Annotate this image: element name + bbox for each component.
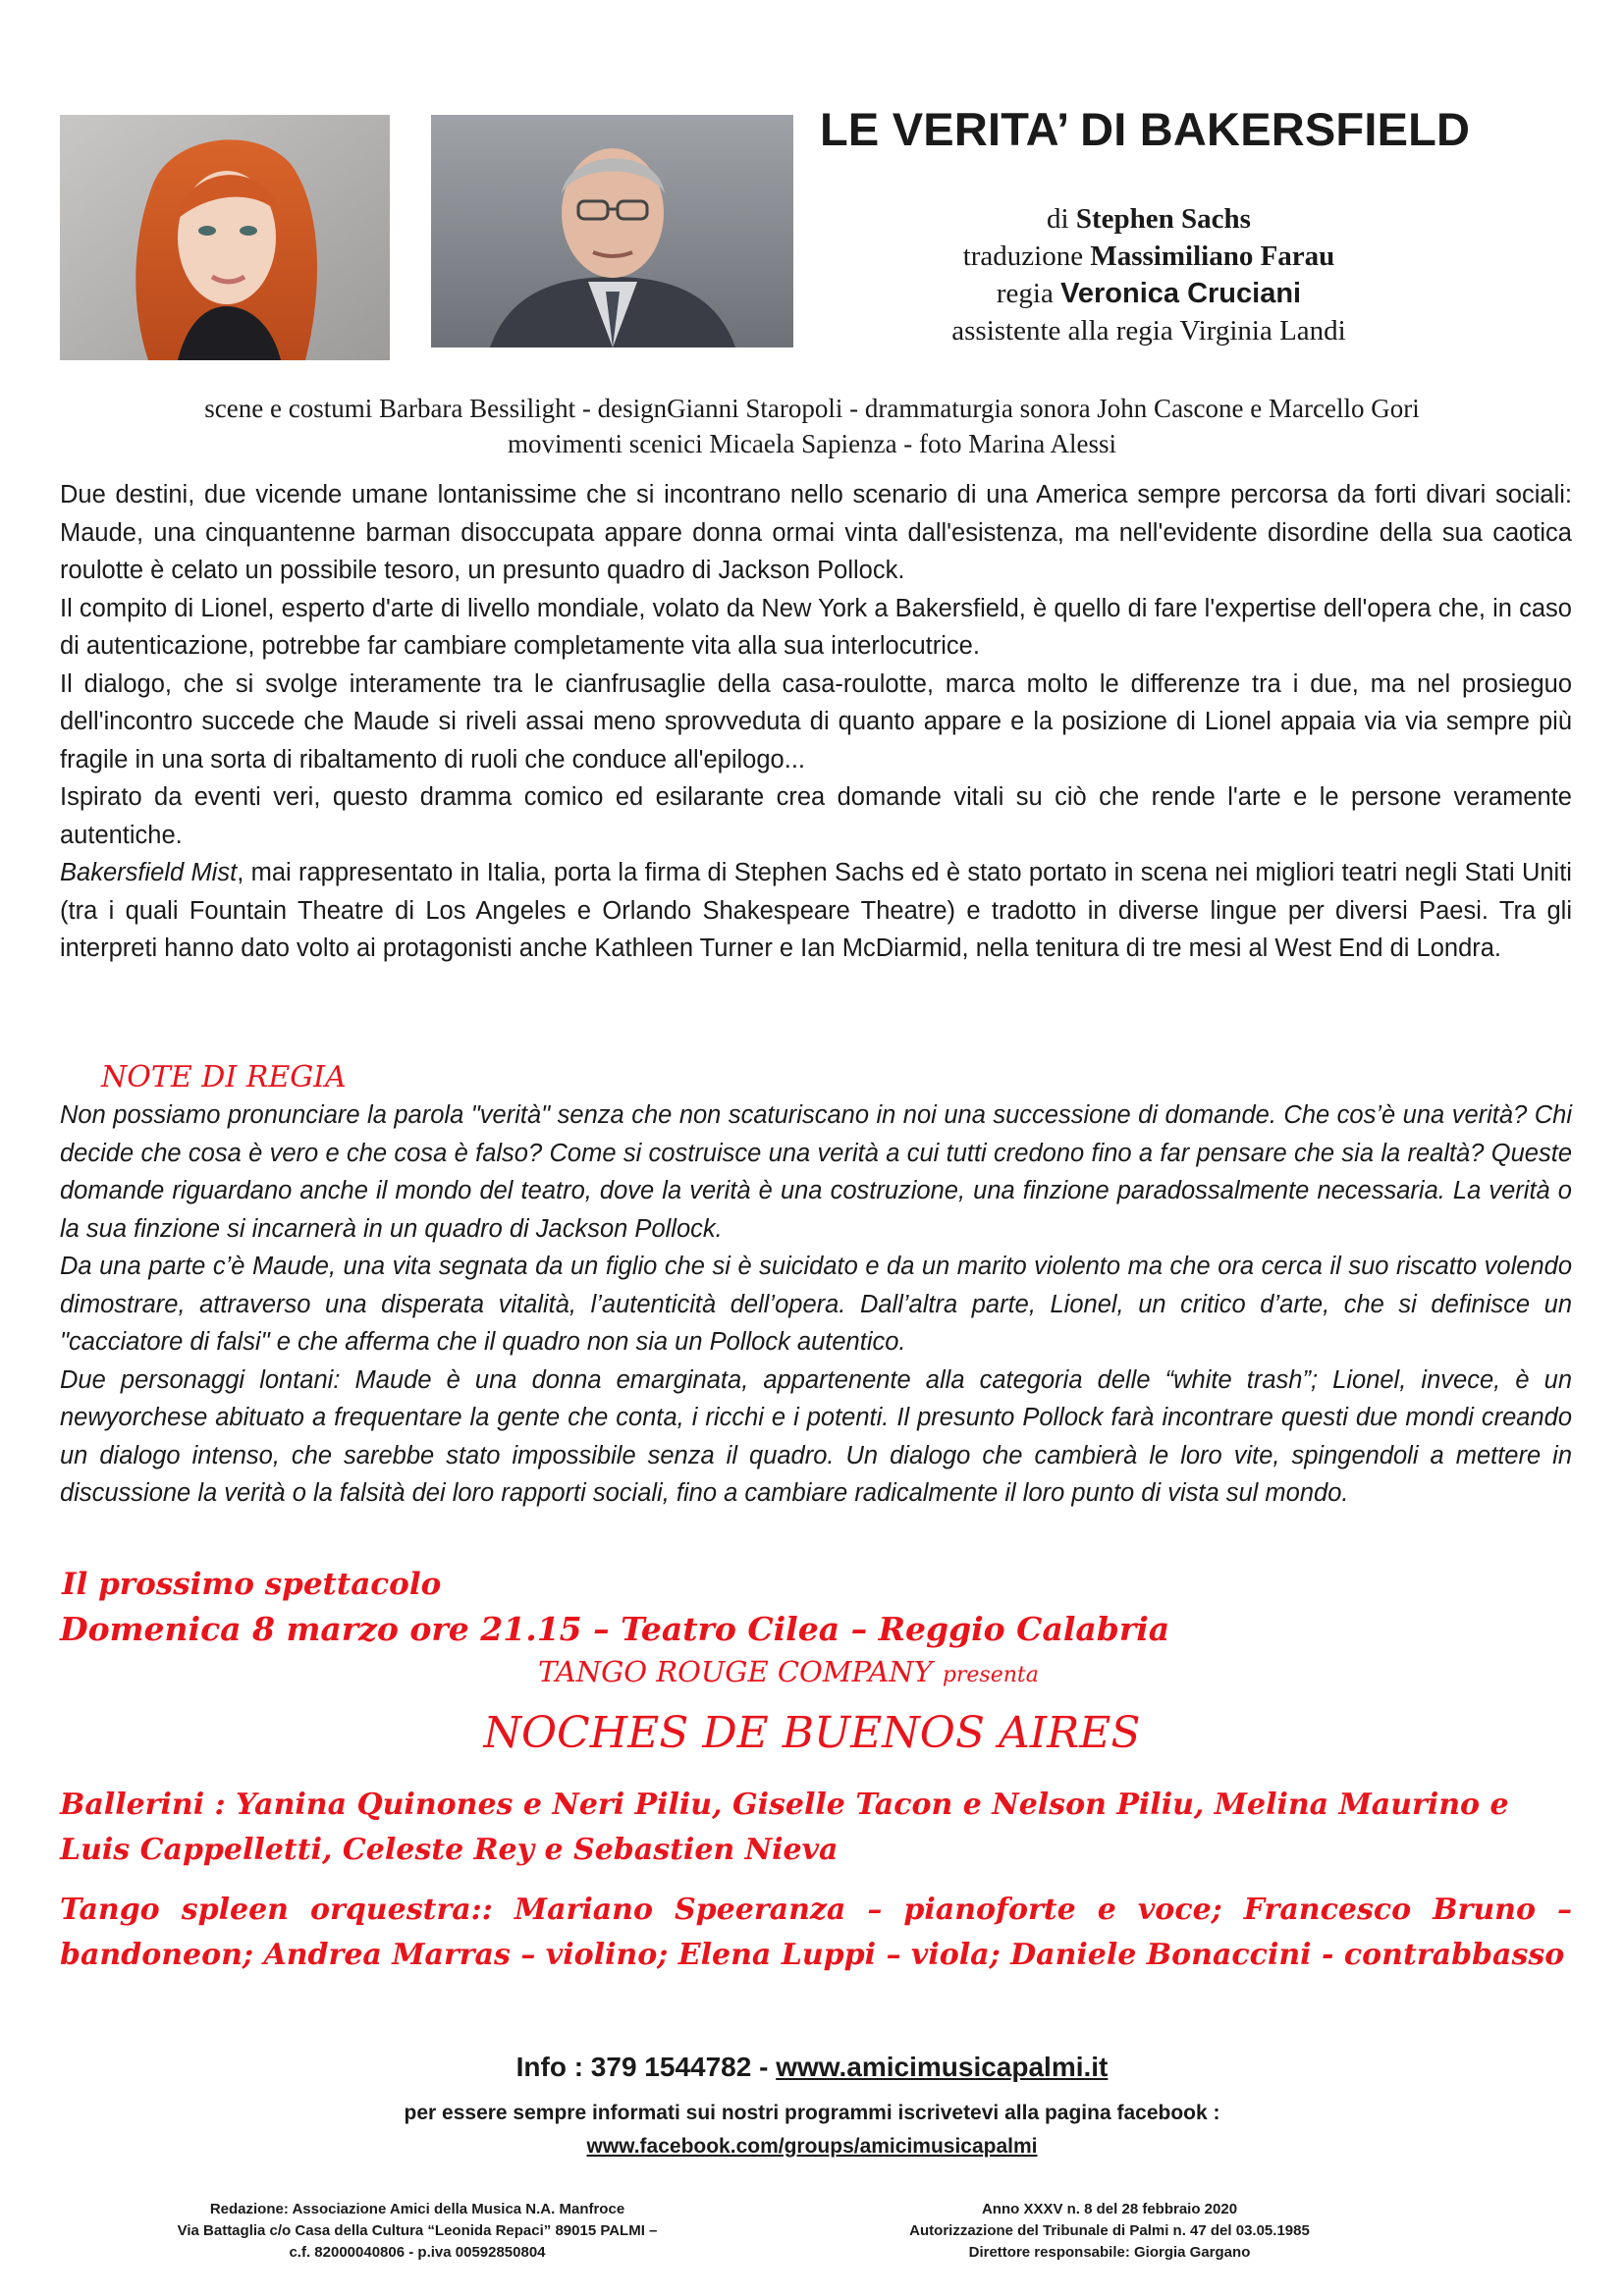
author-line: di Stephen Sachs (1047, 203, 1251, 235)
notes-paragraph: Da una parte c’è Maude, una vita segnata da un figlio che si è suicidato e da un marito violento ma che ora cerca il suo riscatto volendo dimostrare, attraverso una disperata vitalità, l’autenticità dell’opera. Dall’altra parte, Lionel, un critico d’arte, che si definisce un "cacciatore di falsi" e che afferma che il quadro non sia un Pollock autentico. (60, 1253, 1572, 1356)
synopsis-paragraph: Il compito di Lionel, esperto d'arte di livello mondiale, volato da New York a Bakersfield, è quello di fare l'expertise dell'opera che, in caso di autenticazione, potrebbe far cambiare completamente vita alla sua interlocutrice. (60, 594, 1572, 660)
synopsis-paragraph: Bakersfield Mist, mai rappresentato in Italia, porta la firma di Stephen Sachs ed è stato portato in scena nei migliori teatri negli Stati Uniti (tra i quali Fountain Theatre di Los Angeles e Orlando Shakespeare Theatre) e tradotto in diverse lingue per diversi Paesi. Tra gli interpreti hanno dato volto ai protagonisti anche Kathleen Turner e Ian McDiarmid, nella tenitura di tre mesi al West End di Londra. (60, 859, 1572, 962)
footer-line: Direttore responsabile: Giorgia Gargano (968, 2244, 1251, 2261)
presenta-label: presenta (942, 1663, 1039, 1687)
crew-line-2: movimenti scenici Micaela Sapienza - foto Marina Alessi (507, 429, 1117, 458)
translation-line: traduzione Massimiliano Farau (962, 240, 1335, 272)
next-show-heading: Il prossimo spettacolo (62, 1567, 442, 1602)
show-title: LE VERITA’ DI BAKERSFIELD (820, 103, 1471, 155)
footer-line: Redazione: Associazione Amici della Musica N.A. Manfroce (209, 2201, 625, 2217)
info-line (0, 2052, 1624, 2083)
orchestra-list: Tango spleen orquestra:: Mariano Speeranza – pianoforte e voce; Francesco Bruno – bandoneon; Andrea Marras – violino; Elena Luppi – viola; Daniele Bonaccini - contrabbasso (60, 1893, 1572, 1972)
synopsis (60, 476, 1572, 968)
author-name: Stephen Sachs (1075, 203, 1251, 235)
footer-registration (854, 2199, 1365, 2264)
subscribe-text: per essere sempre informati sui nostri programmi iscrivetevi alla pagina facebook : (404, 2102, 1220, 2124)
footer-line: Autorizzazione del Tribunale di Palmi n. 47 del 03.05.1985 (909, 2222, 1310, 2239)
actor-photo (431, 115, 793, 347)
facebook-line (0, 2135, 1624, 2159)
play-original-title: Bakersfield Mist (60, 859, 238, 886)
notes-paragraph: Due personaggi lontani: Maude è una donna emarginata, appartenente alla categoria delle “white trash”; Lionel, invece, è un newyorchese abituato a frequentare la gente che conta, i ricchi e i potenti. Il presunto Pollock farà incontrare questi due mondi creando un dialogo intenso, che sarebbe stato impossibile senza il quadro. Un dialogo che cambierà le loro vite, spingendoli a mettere in discussione la verità o la falsità dei loro rapporti sociali, fino a cambiare radicalmente il loro punto di vista sul mondo. (60, 1365, 1572, 1507)
dancers-list: Ballerini : Yanina Quinones e Neri Piliu, Giselle Tacon e Nelson Piliu, Melina Maurino e Luis Cappelletti, Celeste Rey e Sebastien Nieva (60, 1788, 1509, 1867)
footer-line: c.f. 82000040806 - p.iva 00592850804 (289, 2244, 546, 2261)
synopsis-paragraph: Ispirato da eventi veri, questo dramma comico ed esilarante crea domande vitali su ciò che rende l'arte e le persone veramente autentiche. (60, 783, 1572, 849)
next-show-date: Domenica 8 marzo ore 21.15 – Teatro Cilea – Reggio Calabria (60, 1610, 1170, 1648)
assistant-line: assistente alla regia Virginia Landi (951, 315, 1346, 347)
director-notes (60, 1096, 1572, 1513)
director-notes-heading: NOTE DI REGIA (101, 1060, 347, 1095)
info-phone: Info : 379 1544782 - (515, 2052, 777, 2082)
facebook-link[interactable]: www.facebook.com/groups/amicimusicapalmi (586, 2135, 1038, 2158)
notes-paragraph: Non possiamo pronunciare la parola "verità" senza che non scaturiscano in noi una successione di domande. Che cos’è una verità? Chi decide che cosa è vero e che cosa è falso? Come si costruisce una verità a cui tutti credono fino a far pensare che sia la realtà? Queste domande riguardano anche il mondo del teatro, dove la verità è una costruzione, una finzione paradossalmente necessaria. La verità o la sua finzione si incarnerà in un quadro di Jackson Pollock. (60, 1101, 1572, 1243)
director-name: Veronica Cruciani (1060, 278, 1302, 309)
footer-line: Via Battaglia c/o Casa della Cultura “Leonida Repaci” 89015 PALMI – (177, 2222, 658, 2239)
company-name: TANGO ROUGE COMPANY (538, 1655, 933, 1688)
crew-line-1: scene e costumi Barbara Bessilight - designGianni Staropoli - drammaturgia sonora John Cascone e Marcello Gori (204, 394, 1420, 423)
translator-name: Massimiliano Farau (1090, 240, 1335, 272)
company-line (538, 1655, 1039, 1688)
website-link[interactable]: www.amicimusicapalmi.it (776, 2052, 1109, 2082)
direction-line: regia Veronica Cruciani (996, 278, 1302, 309)
credits-block (815, 200, 1483, 349)
footer-publisher (128, 2199, 707, 2264)
next-show-title: NOCHES DE BUENOS AIRES (483, 1708, 1141, 1758)
synopsis-paragraph: Due destini, due vicende umane lontanissime che si incontrano nello scenario di una America sempre percorsa da forti divari sociali: Maude, una cinquantenne barman disoccupata appare donna ormai vinta dall'esistenza, ma nell'evidente disordine della sua caotica roulotte è celato un possibile tesoro, un presunto quadro di Jackson Pollock. (60, 481, 1572, 584)
synopsis-paragraph: Il dialogo, che si svolge interamente tra le cianfrusaglie della casa-roulotte, marca molto le differenze tra i due, ma nel prosieguo dell'incontro succede che Maude si riveli assai meno sprovveduta di quanto appare e la posizione di Lionel appaia via via sempre più fragile in una sorta di ribaltamento di ruoli che conduce all'epilogo... (60, 669, 1572, 774)
footer-line: Anno XXXV n. 8 del 28 febbraio 2020 (981, 2201, 1238, 2217)
actress-photo (60, 115, 390, 360)
crew-credits (59, 391, 1565, 461)
